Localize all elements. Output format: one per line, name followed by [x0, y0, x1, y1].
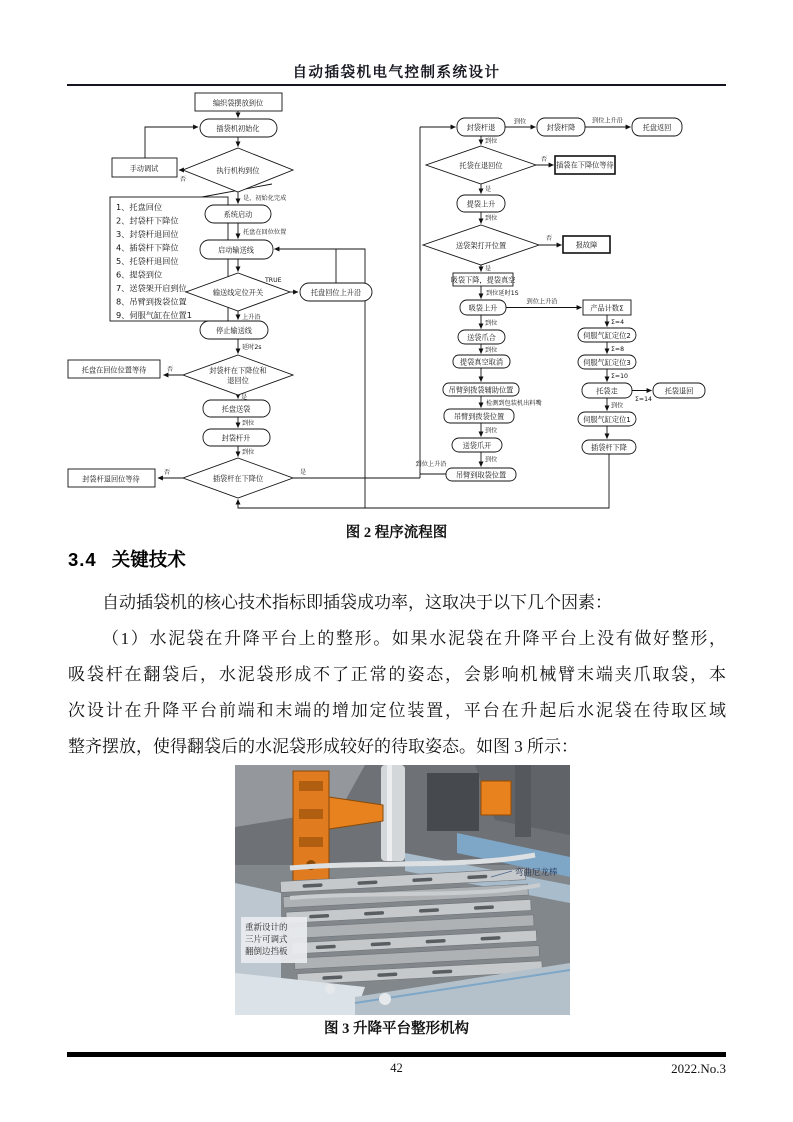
fc-list-item: 6、提袋到位: [116, 269, 163, 280]
fc-label-inplace-rising: 到位上升沿: [415, 461, 447, 468]
fc-node-vacuum-off: 提袋真空取消: [459, 357, 504, 367]
fc-node-actuator-check: 执行机构到位: [216, 166, 260, 175]
footer-page-number: 42: [390, 1061, 403, 1075]
fc-node-arm-take: 吊臂到取袋位置: [455, 470, 507, 480]
page-header-title: 自动插袋机电气控制系统设计: [292, 65, 501, 81]
fc-node-conveyor-start: 启动输送线: [218, 245, 254, 255]
fc-node-insert-rod-down: 插袋杆下降: [591, 443, 627, 452]
fc-node-servo2: 伺服气缸定位2: [583, 331, 631, 340]
fc-nodes: [68, 93, 705, 498]
fc-node-tray-return: 托盘返回: [642, 123, 672, 132]
fc-label-true: TRUE: [265, 277, 282, 284]
fc-node-fault: 报故障: [575, 240, 598, 250]
fc-label-yes: 是: [485, 186, 492, 193]
footer-issue: 2022.No.3: [671, 1061, 726, 1076]
figure3-left-label: 三片可调式: [245, 935, 288, 945]
fc-label-inplace: 到位: [242, 449, 255, 456]
fc-node-seal-retract: 封袋杆退: [466, 123, 496, 132]
fc-label-no: 否: [540, 156, 548, 163]
fc-label-inplace: 到位: [513, 118, 527, 126]
paragraph-line: 吸袋杆在翻袋后，水泥袋形成不了正常的姿态，会影响机械臂末端夹爪取袋，本: [68, 665, 726, 684]
fc-node-servo3: 伺服气缸定位3: [583, 358, 631, 367]
fc-node-count: 产品计数Σ: [590, 303, 624, 313]
fc-label-inplace: 到位: [485, 347, 498, 354]
fc-node-servo1: 伺服气缸定位1: [583, 415, 631, 424]
fc-node-claw-open: 送袋爪开: [462, 441, 492, 450]
fc-label-inplace-rising: 到位上升沿: [592, 117, 623, 125]
fc-list-item: 9、伺服气缸在位置1: [116, 310, 192, 320]
fc-node-tray-wait: 托盘在回位位置等待: [81, 365, 147, 375]
paragraph-line: 自动插袋机的核心技术指标即插袋成功率，这取决于以下几个因素：: [102, 593, 612, 612]
fc-node-seal-wait: 封袋杆退回位等待: [82, 474, 140, 484]
fc-list-item: 5、托袋杆退回位: [116, 256, 179, 266]
fc-list-item: 3、封袋杆退回位: [116, 229, 179, 239]
fc-node-rack-check: 送袋架打开位置: [455, 241, 507, 250]
fc-label-no: 否: [545, 235, 553, 242]
platform-rails: [280, 868, 542, 985]
paragraph-line: （1）水泥袋在升降平台上的整形。如果水泥袋在升降平台上没有做好整形，: [102, 629, 726, 648]
fc-node-seal-check-l2: 退回位: [227, 376, 249, 385]
fc-list-item: 2、封袋杆下降位: [116, 215, 179, 226]
fc-label-detect-nozzle: 检测到包装机出料嘴: [486, 400, 542, 407]
fc-node-start: 编织袋摆放到位: [212, 98, 264, 108]
fc-label-inplace: 到位: [485, 215, 498, 222]
fc-node-hold-check: 托袋在退回位: [459, 161, 503, 170]
fc-node-suck-up: 吸袋上升: [468, 303, 498, 313]
fc-label-sigma8: Σ=8: [611, 346, 625, 353]
fc-node-manual: 手动调试: [129, 164, 159, 173]
fc-node-insert-down-wait: 插袋在下降位等待: [556, 160, 614, 170]
section-heading: [68, 546, 726, 572]
figure3-right-label: 弯曲尼龙棒: [515, 868, 558, 878]
fc-node-claw-close: 送袋爪合: [467, 333, 496, 342]
section-number: 3.4: [68, 549, 97, 570]
fc-list-item: 1、托盘回位: [116, 202, 163, 212]
figure2-caption: 图 2 程序流程图: [345, 525, 448, 541]
section-content: [68, 546, 726, 765]
fc-label-no: 否: [179, 176, 187, 183]
fc-label-inplace: 到位: [485, 456, 498, 464]
figure3-image: [235, 765, 570, 1015]
fc-label-inplace: 到位: [485, 427, 498, 435]
fc-node-init: 插袋机初始化: [216, 124, 260, 133]
fc-label-delay2: 延时2s: [242, 344, 262, 351]
figure3-left-label: 翻倒边挡板: [245, 947, 288, 957]
fc-node-bag-back: 托袋退回: [664, 386, 694, 396]
fc-node-suck-down: 吸袋下降，提袋真空: [450, 275, 516, 285]
fc-list-item: 4、插袋杆下降位: [116, 242, 179, 253]
fc-label-yes: 是: [241, 394, 248, 401]
fc-node-lift-up: 提袋上升: [466, 199, 496, 209]
fc-node-seal-down: 封袋杆降: [546, 123, 576, 132]
fc-node-conveyor-stop: 停止输送线: [216, 326, 252, 335]
section-title: 关键技术: [111, 549, 186, 570]
fc-label-no: 否: [163, 469, 171, 476]
fc-label-tray-at-home: 托盘在回位位置: [243, 229, 287, 236]
fc-label-inplace: 到位: [485, 138, 498, 145]
fc-label-rising: 上升沿: [242, 314, 261, 321]
fc-node-tray-send: 托盘送袋: [221, 404, 251, 414]
paragraph-line: 次设计在升降平台前端和末端的增加定位装置，平台在升起后水泥袋在待取区域: [68, 701, 726, 720]
fc-label-sigma4: Σ=4: [611, 319, 625, 326]
figure3-left-label: 重新设计的: [245, 923, 288, 933]
fc-node-sys-start: 系统启动: [223, 210, 253, 219]
paragraph-line: 整齐摆放，使得翻袋后的水泥袋形成较好的待取姿态。如图 3 所示：: [68, 737, 578, 756]
fc-label-no: 否: [166, 366, 174, 373]
fc-node-arm-aux: 吊臂到拨袋辅助位置: [448, 385, 514, 395]
fc-label-inplace-rising: 到位上升沿: [526, 298, 558, 306]
fc-label-init-done: 是，初始化完成: [243, 195, 287, 202]
fc-list-item: 7、送袋架开启到位: [116, 283, 187, 293]
fc-node-tray-home-edge: 托盘回位上升沿: [310, 288, 362, 297]
header-rule: [67, 84, 726, 86]
fc-node-seal-up: 封袋杆升: [221, 433, 251, 443]
fc-label-inplace-delay1: 到位延时1S: [486, 290, 519, 297]
fc-label-yes: 是: [300, 469, 307, 476]
fc-node-seal-check-l1: 封袋杆在下降位和: [209, 366, 267, 375]
fc-node-insert-check: 插袋杆在下降位: [212, 474, 264, 483]
fc-label-yes: 是: [485, 265, 492, 273]
fc-node-bag-go: 托袋走: [596, 386, 618, 396]
fc-label-inplace: 到位: [485, 320, 498, 327]
fc-list-item: 8、吊臂到拨袋位置: [116, 296, 187, 307]
footer-bar: [67, 1052, 726, 1057]
fc-node-conveyor-switch: 输送线定位开关: [212, 288, 264, 297]
figure3-caption: 图 3 升降平台整形机构: [324, 1021, 469, 1037]
fc-label-inplace: 到位: [611, 402, 624, 410]
fc-label-sigma14: Σ=14: [635, 396, 652, 403]
fc-node-arm-dial: 吊臂到拨袋位置: [453, 412, 505, 421]
fc-label-inplace: 到位: [242, 420, 255, 427]
fc-label-sigma10: Σ=10: [611, 373, 628, 380]
figure2-flowchart: [50, 88, 750, 518]
